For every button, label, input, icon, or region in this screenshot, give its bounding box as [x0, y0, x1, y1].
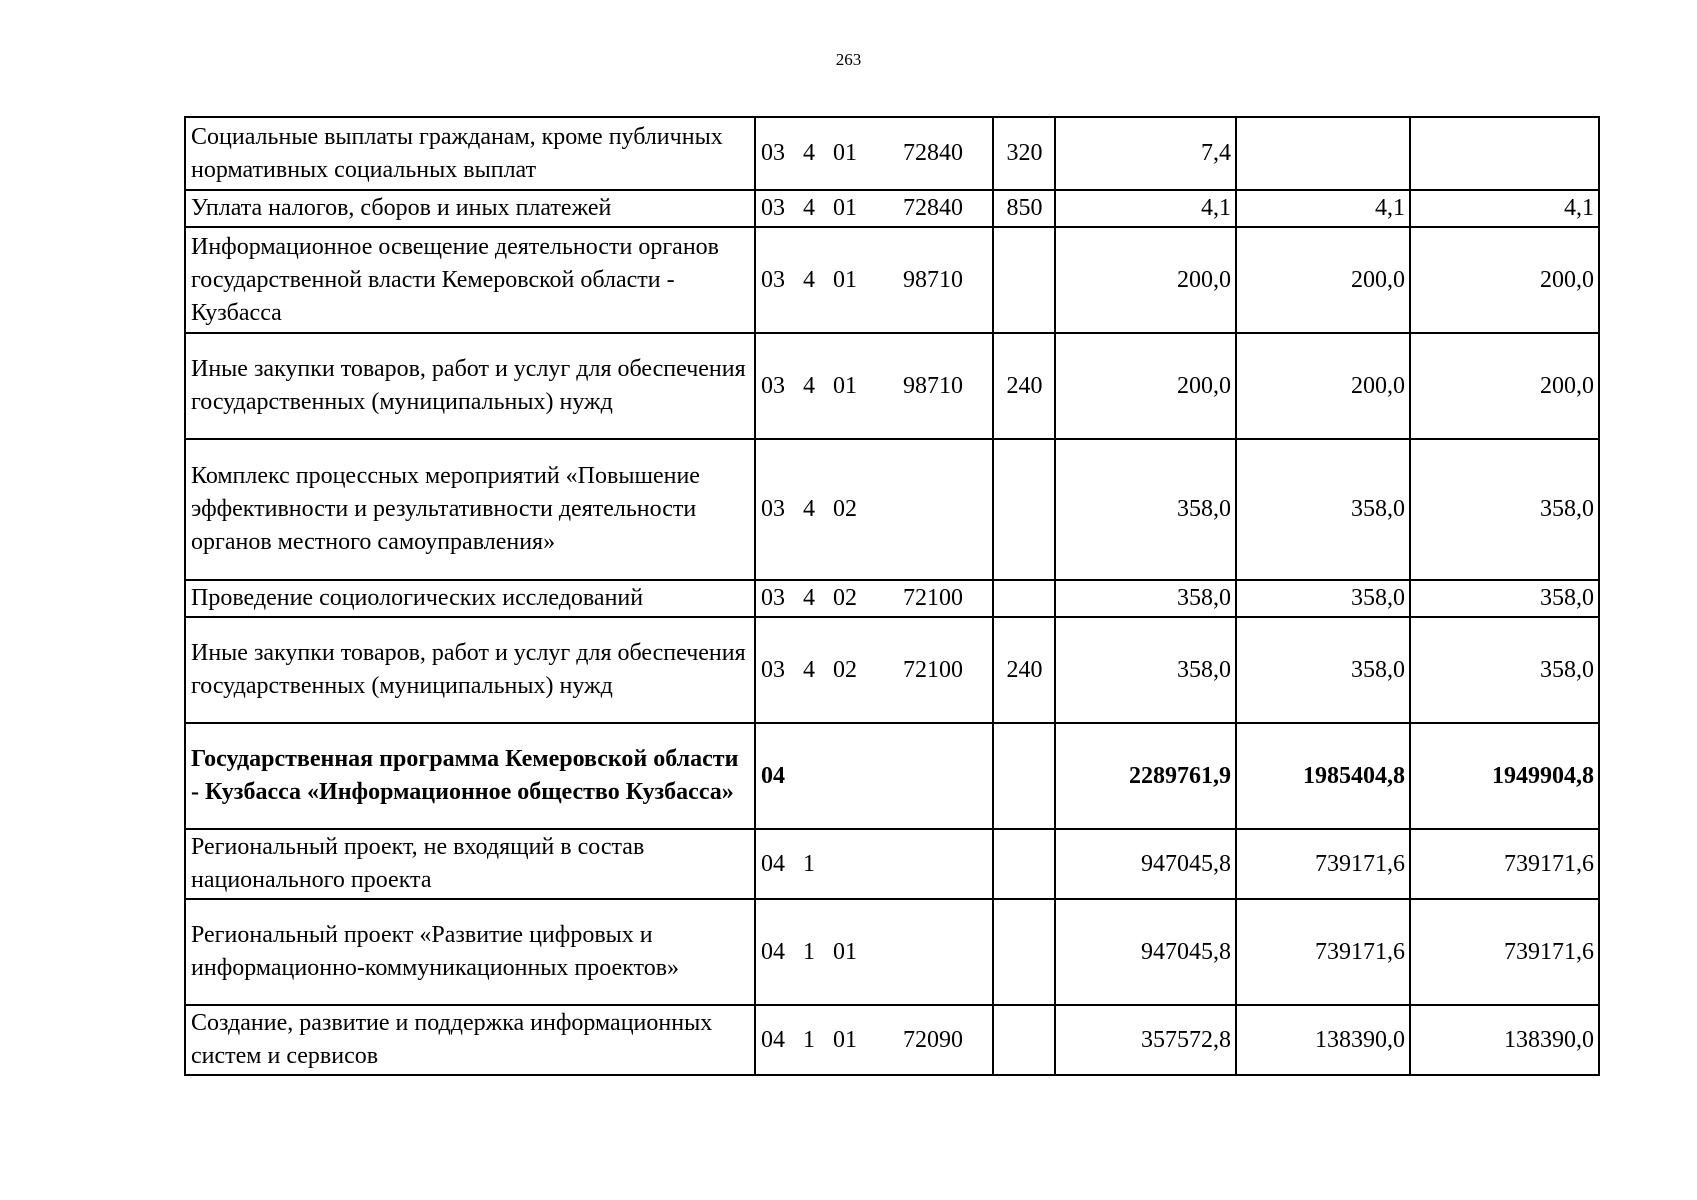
code-direction: 98710	[903, 372, 963, 399]
code-subprogram: 1	[803, 938, 815, 965]
code-cell	[755, 227, 993, 333]
value-1: 200,0	[1055, 227, 1236, 333]
code-subprogram: 4	[803, 656, 815, 683]
code-cell	[755, 723, 993, 829]
value-1: 947045,8	[1055, 829, 1236, 899]
value-3: 1949904,8	[1410, 723, 1599, 829]
code-event: 01	[833, 140, 857, 166]
expense-type	[993, 580, 1055, 617]
value-3: 4,1	[1410, 190, 1599, 227]
value-2	[1236, 117, 1410, 190]
expense-type: 240	[993, 333, 1055, 439]
code-cell	[755, 117, 993, 190]
table-row	[185, 580, 1599, 617]
code-subprogram: 4	[803, 195, 815, 221]
value-3: 358,0	[1410, 617, 1599, 723]
value-2: 200,0	[1236, 227, 1410, 333]
expense-type	[993, 829, 1055, 899]
value-1: 358,0	[1055, 580, 1236, 617]
value-1: 358,0	[1055, 617, 1236, 723]
value-3: 358,0	[1410, 439, 1599, 580]
value-2: 358,0	[1236, 439, 1410, 580]
expense-type	[993, 1005, 1055, 1075]
code-subprogram: 4	[803, 585, 815, 611]
code-event: 01	[833, 1026, 857, 1053]
value-1: 947045,8	[1055, 899, 1236, 1005]
value-1: 2289761,9	[1055, 723, 1236, 829]
value-2: 358,0	[1236, 617, 1410, 723]
code-program: 03	[761, 195, 785, 221]
table-row	[185, 333, 1599, 439]
code-direction: 72840	[903, 140, 963, 166]
code-program: 04	[761, 850, 785, 877]
row-name: Иные закупки товаров, работ и услуг для обеспечения государственных (муниципальных) нужд	[185, 617, 755, 723]
code-cell	[755, 829, 993, 899]
row-name: Государственная программа Кемеровской области - Кузбасса «Информационное общество Кузбасса»	[185, 723, 755, 829]
row-name: Информационное освещение деятельности органов государственной власти Кемеровской области - Кузбасса	[185, 227, 755, 333]
value-1: 358,0	[1055, 439, 1236, 580]
code-direction: 72840	[903, 195, 963, 221]
code-subprogram: 4	[803, 496, 815, 522]
code-program: 04	[761, 762, 785, 789]
code-cell	[755, 617, 993, 723]
code-cell	[755, 1005, 993, 1075]
table-row	[185, 723, 1599, 829]
value-3: 200,0	[1410, 227, 1599, 333]
code-program: 03	[761, 140, 785, 166]
code-program: 03	[761, 372, 785, 399]
code-program: 04	[761, 938, 785, 965]
row-name: Социальные выплаты гражданам, кроме публичных нормативных социальных выплат	[185, 117, 755, 190]
row-name: Иные закупки товаров, работ и услуг для обеспечения государственных (муниципальных) нужд	[185, 333, 755, 439]
value-1: 200,0	[1055, 333, 1236, 439]
row-name: Комплекс процессных мероприятий «Повышение эффективности и результативности деятельности органов местного самоуправления»	[185, 439, 755, 580]
code-direction: 72100	[903, 656, 963, 683]
value-3: 358,0	[1410, 580, 1599, 617]
code-cell	[755, 439, 993, 580]
code-subprogram: 1	[803, 850, 815, 877]
row-name: Региональный проект, не входящий в состав национального проекта	[185, 829, 755, 899]
budget-table	[184, 116, 1600, 1076]
row-name: Создание, развитие и поддержка информационных систем и сервисов	[185, 1005, 755, 1075]
value-2: 1985404,8	[1236, 723, 1410, 829]
code-event: 01	[833, 372, 857, 399]
value-2: 739171,6	[1236, 829, 1410, 899]
expense-type: 240	[993, 617, 1055, 723]
table-row	[185, 117, 1599, 190]
value-3: 200,0	[1410, 333, 1599, 439]
value-2: 4,1	[1236, 190, 1410, 227]
table-row	[185, 439, 1599, 580]
value-3: 739171,6	[1410, 899, 1599, 1005]
expense-type	[993, 439, 1055, 580]
code-event: 02	[833, 656, 857, 683]
code-subprogram: 4	[803, 140, 815, 166]
value-2: 138390,0	[1236, 1005, 1410, 1075]
value-2: 358,0	[1236, 580, 1410, 617]
code-event: 01	[833, 195, 857, 221]
value-2: 200,0	[1236, 333, 1410, 439]
code-cell	[755, 190, 993, 227]
expense-type	[993, 723, 1055, 829]
code-direction: 72090	[903, 1026, 963, 1053]
table-row	[185, 829, 1599, 899]
table-row	[185, 227, 1599, 333]
code-direction: 98710	[903, 266, 963, 293]
expense-type	[993, 227, 1055, 333]
value-2: 739171,6	[1236, 899, 1410, 1005]
code-program: 03	[761, 585, 785, 611]
table-row	[185, 899, 1599, 1005]
table-row	[185, 617, 1599, 723]
code-program: 03	[761, 656, 785, 683]
value-1: 357572,8	[1055, 1005, 1236, 1075]
code-subprogram: 4	[803, 372, 815, 399]
code-direction: 72100	[903, 585, 963, 611]
value-1: 4,1	[1055, 190, 1236, 227]
value-3: 138390,0	[1410, 1005, 1599, 1075]
table-row	[185, 1005, 1599, 1075]
expense-type: 850	[993, 190, 1055, 227]
row-name: Региональный проект «Развитие цифровых и информационно-коммуникационных проектов»	[185, 899, 755, 1005]
expense-type	[993, 899, 1055, 1005]
row-name: Уплата налогов, сборов и иных платежей	[185, 190, 755, 227]
code-subprogram: 4	[803, 266, 815, 293]
code-program: 03	[761, 496, 785, 522]
code-program: 03	[761, 266, 785, 293]
code-event: 01	[833, 938, 857, 965]
expense-type: 320	[993, 117, 1055, 190]
code-subprogram: 1	[803, 1026, 815, 1053]
table-row	[185, 190, 1599, 227]
code-program: 04	[761, 1026, 785, 1053]
value-3: 739171,6	[1410, 829, 1599, 899]
code-cell	[755, 899, 993, 1005]
code-cell	[755, 580, 993, 617]
code-event: 02	[833, 496, 857, 522]
code-cell	[755, 333, 993, 439]
row-name: Проведение социологических исследований	[185, 580, 755, 617]
value-3	[1410, 117, 1599, 190]
code-event: 02	[833, 585, 857, 611]
code-event: 01	[833, 266, 857, 293]
value-1: 7,4	[1055, 117, 1236, 190]
page-number: 263	[835, 50, 862, 69]
